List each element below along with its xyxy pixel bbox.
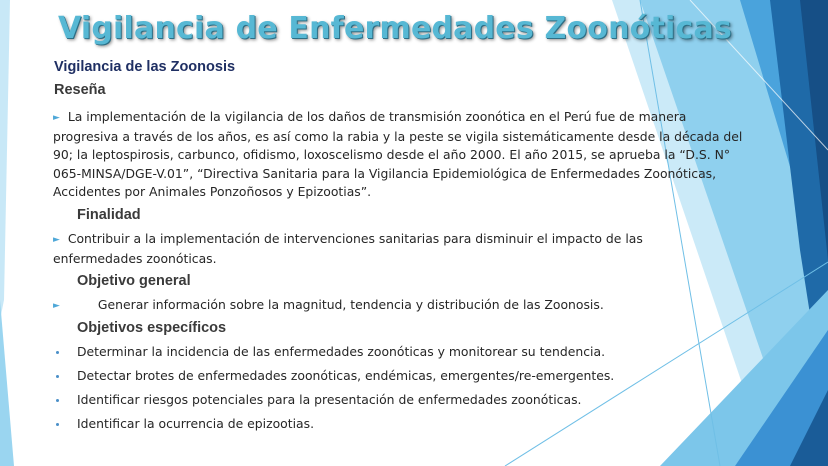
paragraph-resena-text: La implementación de la vigilancia de los daños de transmisión zoonótica en el Perú fue de manera progresiva a través de los años, es así como la rabia y la peste se vigila sistemáticamente desde la década del 90; la leptospirosis, carbunco, ofidismo, loxoscelismo desde el año 2000. El año 2015, se aprueba la “D.S. N° 065-MINSA/DGE-V.01”, “Directiva Sanitaria para la Vigilancia Epidemiológica de Enfermedades Zoonóticas, Accidentes por Animales Ponzoñosos y Epizootias”. <box>53 109 743 199</box>
heading-finalidad: Finalidad <box>77 207 141 223</box>
dot-icon <box>56 375 59 378</box>
paragraph-objetivo-general <box>53 296 673 316</box>
paragraph-finalidad <box>53 230 663 268</box>
list-item <box>77 368 614 383</box>
list-item <box>77 416 314 431</box>
heading-objetivos-especificos: Objetivos específicos <box>77 320 227 336</box>
heading-objetivo-general: Objetivo general <box>77 273 191 289</box>
heading-resena: Reseña <box>54 82 106 98</box>
list-item-text: Identificar riesgos potenciales para la presentación de enfermedades zoonóticas. <box>77 392 582 407</box>
slide-title: Vigilancia de Enfermedades Zoonóticas <box>58 11 732 46</box>
dot-icon <box>56 423 59 426</box>
slide-subtitle: Vigilancia de las Zoonosis <box>54 59 236 75</box>
paragraph-objetivo-general-text: Generar información sobre la magnitud, tendencia y distribución de las Zoonosis. <box>97 297 604 312</box>
list-item-text: Detectar brotes de enfermedades zoonóticas, endémicas, emergentes/re-emergentes. <box>77 368 615 383</box>
list-item <box>77 392 581 407</box>
triangle-right-icon: ► <box>53 301 60 311</box>
list-item-text: Identificar la ocurrencia de epizootias. <box>77 416 315 431</box>
paragraph-finalidad-text: Contribuir a la implementación de intervenciones sanitarias para disminuir el impacto de las enfermedades zoonóticas. <box>53 231 643 266</box>
list-item <box>77 344 605 359</box>
dot-icon <box>56 351 59 354</box>
dot-icon <box>56 399 59 402</box>
paragraph-resena <box>53 108 743 202</box>
list-item-text: Determinar la incidencia de las enfermedades zoonóticas y monitorear su tendencia. <box>77 344 606 359</box>
triangle-right-icon: ► <box>53 235 60 245</box>
triangle-right-icon: ► <box>53 113 60 123</box>
